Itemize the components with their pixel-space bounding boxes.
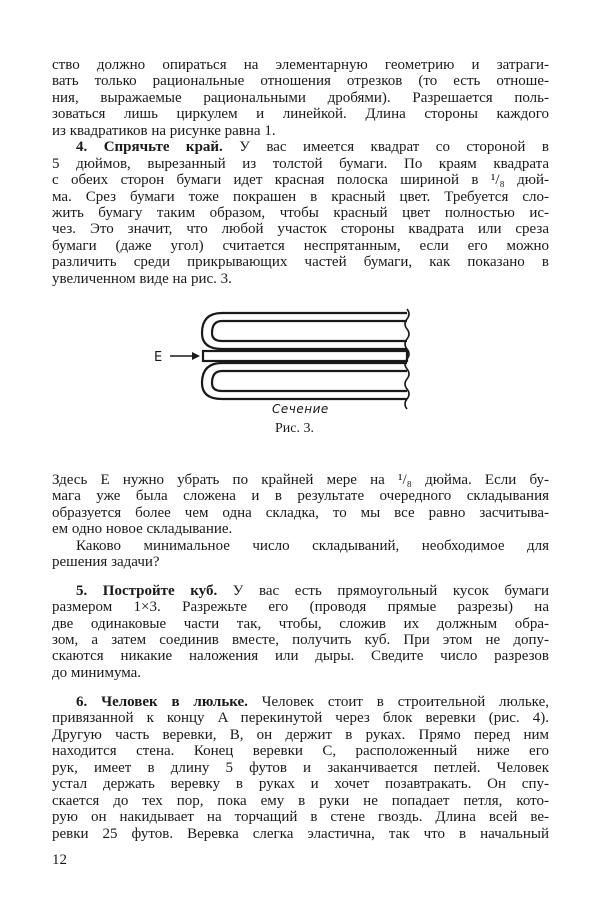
text-line <box>52 521 549 537</box>
problem-heading: 4. Спрячьте край. <box>76 139 223 156</box>
line-text: Каково минимальное число складываний, необходимое для <box>76 537 549 554</box>
figure-caption-section: Сечение <box>272 402 329 416</box>
top-fold-inner <box>212 321 407 341</box>
line-text: решения задачи? <box>52 554 160 571</box>
text-line <box>52 123 549 139</box>
line-text: рую он накидывает на торчащий в стене гвоздь. Длина всей ве- <box>52 809 549 826</box>
text-line <box>52 743 549 759</box>
text-line <box>52 599 549 615</box>
line-text: размером 1×3. Разрежьте его (проводя прямые разрезы) на <box>52 599 549 616</box>
line-text: Другую часть веревки, B, он держит в руках. Прямо перед ним <box>52 726 549 743</box>
line-text: образуется более чем одна складка, то мы все равно засчитыва- <box>52 504 549 521</box>
arrow-head-icon <box>192 352 200 360</box>
text-line <box>52 139 549 155</box>
text-line <box>52 172 549 188</box>
text-line <box>52 189 549 205</box>
line-text: бумаги (даже угол) считается неспрятанным, если его можно <box>52 237 549 254</box>
line-text: ство должно опираться на элементарную геометрию и затраги- <box>52 57 549 73</box>
text-block-problem-6 <box>52 694 549 842</box>
text-line <box>52 554 549 570</box>
text-line <box>52 760 549 776</box>
line-text: рук, имеет в длину 5 футов и заканчивается петлей. Человек <box>52 759 549 776</box>
line-text: зом, а затем соединив вместе, получить куб. При этом не допу- <box>52 631 549 648</box>
text-line <box>52 254 549 270</box>
torn-edge <box>405 309 409 409</box>
line-text: ревки 25 футов. Веревка слегка эластична, так что в начальный <box>52 825 549 842</box>
line-text: вать только рациональные отношения отрезков (то есть отноше- <box>52 73 549 90</box>
text-line <box>52 632 549 648</box>
line-text: увеличенном виде на рис. 3. <box>52 270 232 287</box>
text-line <box>52 73 549 89</box>
line-text: скается до тех пор, пока ему в руки не попадает петля, кото- <box>52 792 549 809</box>
text-block-problem-4-5 <box>52 472 549 681</box>
line-text: привязанной к концу A перекинутой через блок веревки (рис. 4). <box>52 710 549 727</box>
line-text: ния, выражаемые рациональными дробями). Разрешается поль- <box>52 89 549 106</box>
line-text: Человек стоит в строительной люльке, <box>247 694 549 710</box>
text-line <box>52 616 549 632</box>
text-line <box>52 90 549 106</box>
edge-e-strip <box>203 351 407 361</box>
text-line <box>52 665 549 681</box>
text-line <box>52 793 549 809</box>
line-text: ем одно новое складывание. <box>52 521 233 538</box>
text-line <box>52 826 549 842</box>
text-line <box>52 106 549 122</box>
line-text: зоваться лишь циркулем и линейкой. Длина стороны каждого <box>52 106 549 123</box>
page-number: 12 <box>52 852 67 868</box>
line-text: скаются никакие наложения или дыры. Сведите число разрезов <box>52 648 549 665</box>
line-text: мага уже была сложена и в результате очередного складывания <box>52 488 549 505</box>
text-line <box>52 488 549 504</box>
text-line <box>52 238 549 254</box>
text-line <box>52 694 549 710</box>
text-line <box>52 205 549 221</box>
problem-heading: 5. Постройте куб. <box>76 582 218 599</box>
figure-caption: Рис. 3. <box>275 421 314 436</box>
text-line <box>52 776 549 792</box>
text-line <box>52 710 549 726</box>
line-text: устал держать веревку в руках и хочет позавтракать. Он спу- <box>52 776 549 793</box>
text-line <box>52 472 549 488</box>
line-text: ма. Срез бумаги тоже покрашен в красный цвет. Требуется сло- <box>52 188 549 205</box>
line-text: чез. Это значит, что любой участок стороны квадрата или среза <box>52 221 549 238</box>
line-text: жить бумагу таким образом, чтобы красный цвет полностью ис- <box>52 204 549 221</box>
text-line <box>52 156 549 172</box>
problem-heading: 6. Человек в люльке. <box>76 694 248 710</box>
text-line <box>52 727 549 743</box>
bottom-fold-inner <box>212 371 407 391</box>
bottom-fold-outer <box>202 363 407 399</box>
line-text: У вас имеется квадрат со стороной в <box>222 139 549 156</box>
text-line <box>52 505 549 521</box>
line-text: различить среди прикрывающих частей бумаги, как показано в <box>52 254 549 271</box>
text-block-intro-and-problem-4 <box>52 57 549 287</box>
text-line <box>52 271 549 287</box>
text-line <box>52 583 549 599</box>
line-text: У вас есть прямоугольный кусок бумаги <box>217 582 550 599</box>
text-line <box>52 57 549 73</box>
text-line <box>52 538 549 554</box>
text-line <box>52 648 549 664</box>
line-text: до минимума. <box>52 664 142 681</box>
label-e: E <box>154 350 163 365</box>
line-text: с обеих сторон бумаги идет красная полоска шириной в ¹/₈ дюй- <box>52 172 549 189</box>
line-text: из квадратиков на рисунке равна 1. <box>52 122 276 139</box>
text-line <box>52 809 549 825</box>
line-text: 5 дюймов, вырезанный из толстой бумаги. По краям квадрата <box>52 155 549 172</box>
line-text: Здесь E нужно убрать по крайней мере на ¹/₈ дюйма. Если бу- <box>52 472 549 488</box>
line-text: находится стена. Конец веревки C, расположенный ниже его <box>52 743 549 760</box>
text-line <box>52 221 549 237</box>
line-text: две одинаковые части так, чтобы, сложив их должным обра- <box>52 615 549 632</box>
top-fold-outer <box>202 313 407 349</box>
